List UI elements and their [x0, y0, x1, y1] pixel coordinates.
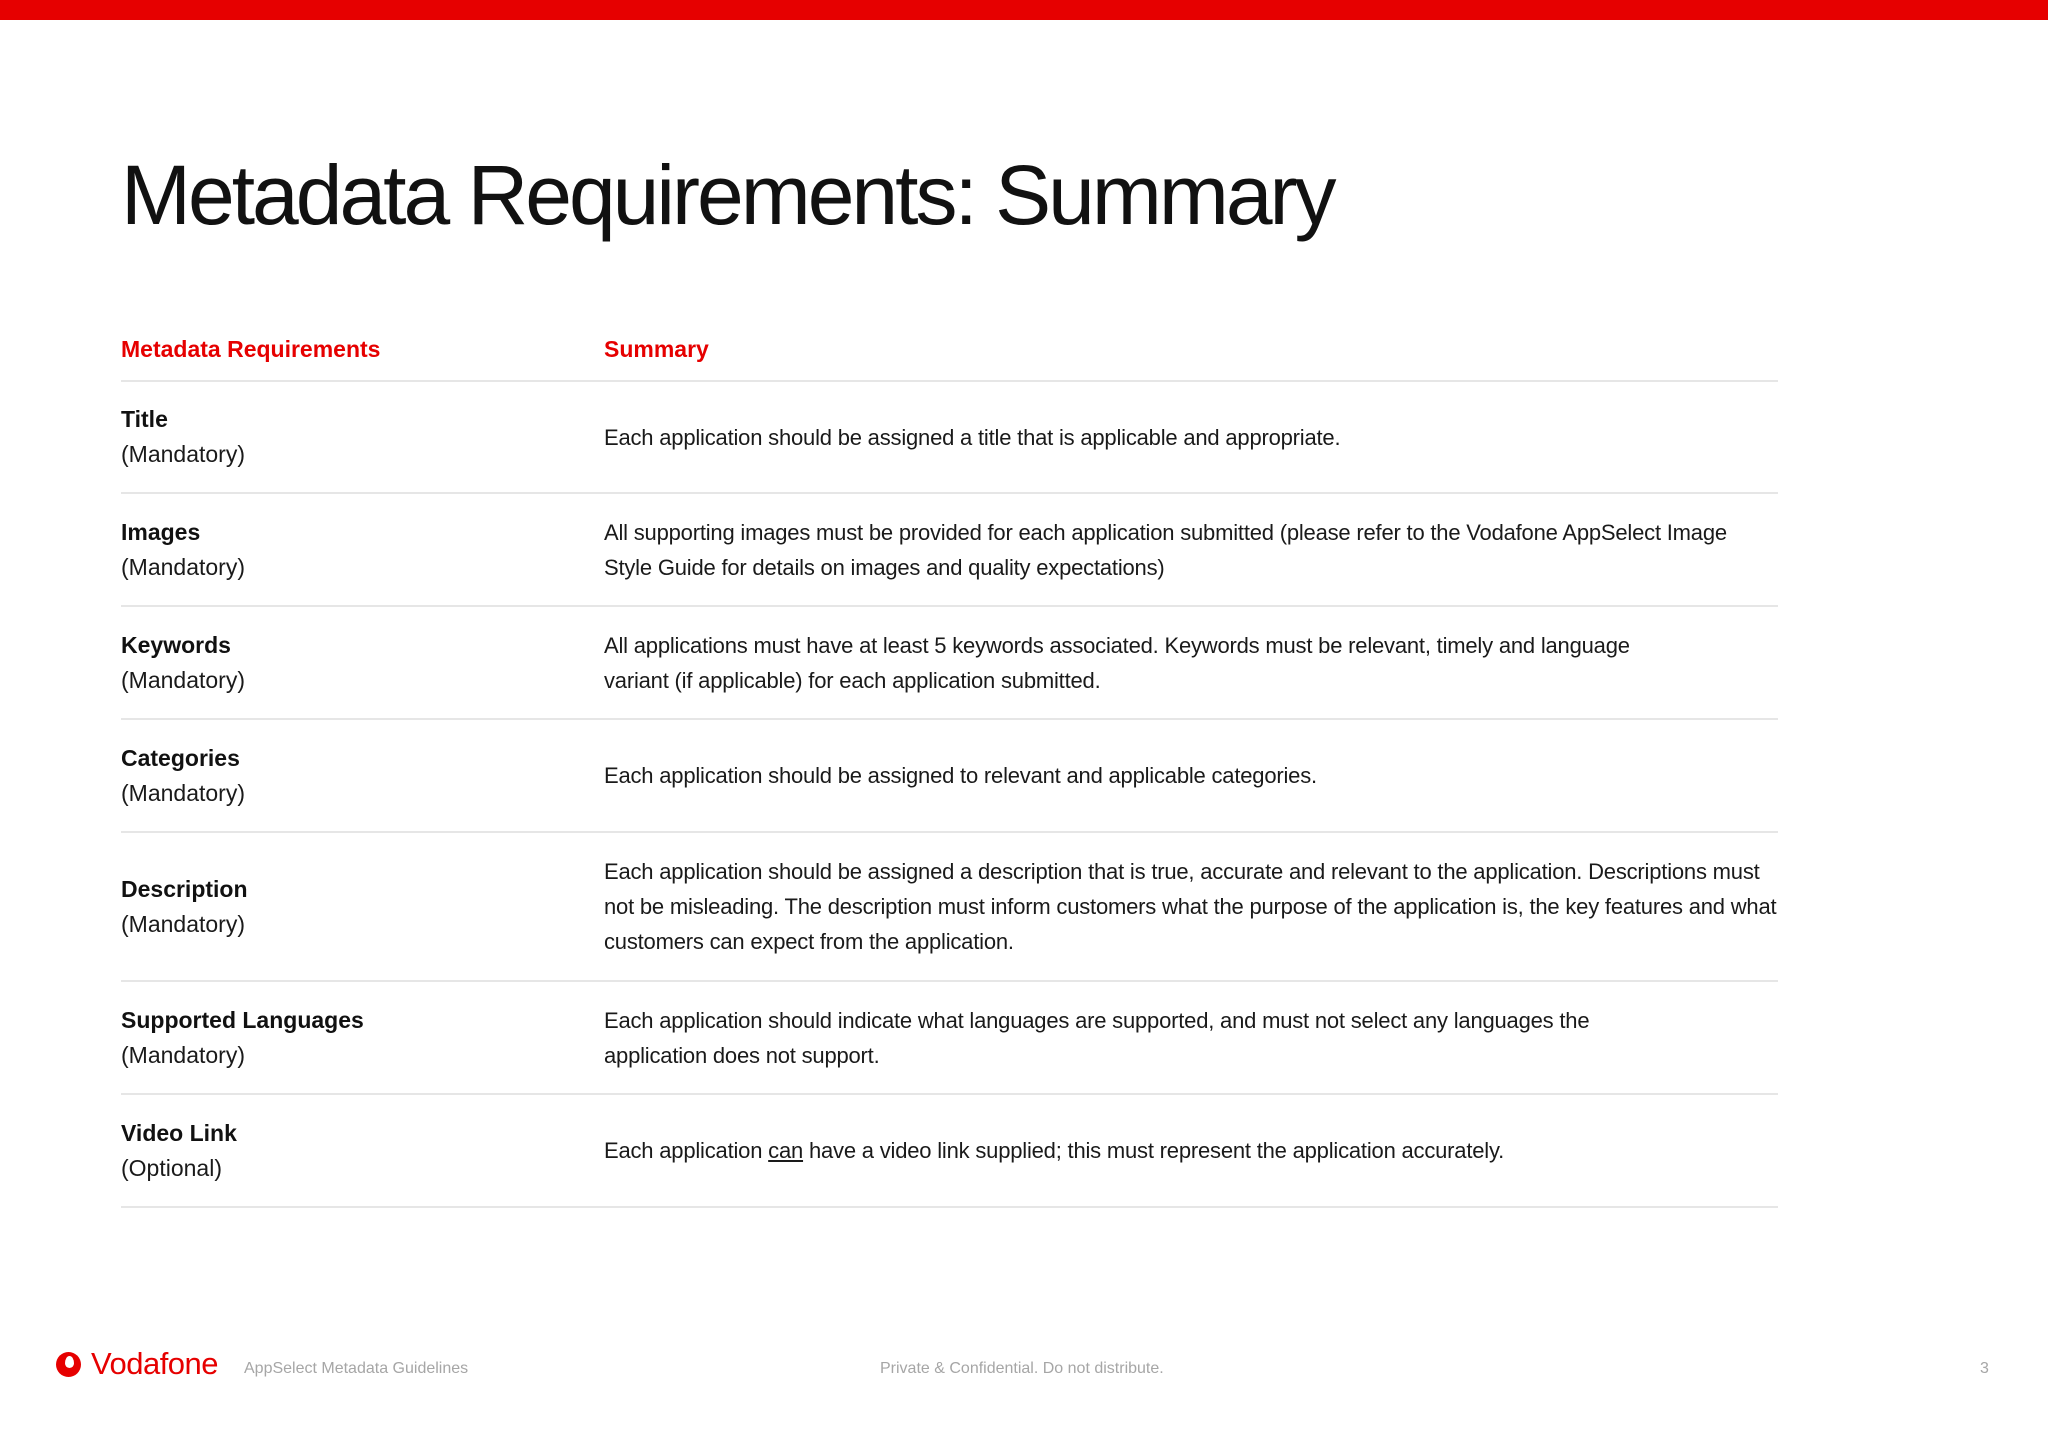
requirement-name: Keywords: [121, 631, 231, 658]
table-row-video-link: [121, 1095, 1778, 1208]
requirements-table: [121, 318, 1778, 1208]
brand-name: Vodafone: [91, 1346, 219, 1381]
header-summary: Summary: [604, 335, 709, 362]
requirement-cell: [121, 402, 604, 472]
summary-cell: All applications must have at least 5 keywords associated. Keywords must be relevant, timely and language variant (if applicable) for each application submitted.: [604, 632, 1630, 693]
requirement-name: Images: [121, 518, 201, 545]
requirement-name: Supported Languages: [121, 1006, 364, 1033]
summary-cell: All supporting images must be provided for each application submitted (please refer to the Vodafone AppSelect Image Style Guide for details on images and quality expectations): [604, 519, 1727, 580]
requirement-name: Title: [121, 406, 168, 432]
requirement-status: (Mandatory): [121, 1041, 245, 1068]
footer-confidentiality: Private & Confidential. Do not distribute.: [880, 1360, 1164, 1377]
summary-cell: Each application should be assigned a title that is applicable and appropriate.: [604, 424, 1341, 450]
requirement-status: (Mandatory): [121, 441, 245, 467]
requirement-status: (Mandatory): [121, 553, 245, 580]
requirement-cell: [121, 628, 604, 698]
table-row-supported-languages: [121, 982, 1778, 1095]
requirement-status: (Mandatory): [121, 779, 245, 806]
requirement-cell: [121, 1116, 604, 1186]
summary-cell: [604, 1133, 1778, 1168]
requirement-status: (Mandatory): [121, 666, 245, 693]
page-title: Metadata Requirements: Summary: [121, 148, 1334, 242]
header-requirements: Metadata Requirements: [121, 335, 381, 362]
requirement-name: Description: [121, 875, 248, 902]
vodafone-logo: [56, 1346, 218, 1382]
vodafone-speechmark-icon: [56, 1352, 81, 1377]
footer-document-name: AppSelect Metadata Guidelines: [244, 1360, 469, 1377]
requirement-name: Categories: [121, 744, 240, 771]
summary-cell: Each application should be assigned a description that is true, accurate and relevant to the application. Descriptions must not be misleading. The description must inform customers what the purpose of the application is, the key features and what customers can expect from the application.: [604, 859, 1777, 954]
table-row-images: [121, 494, 1778, 607]
summary-cell: Each application should be assigned to relevant and applicable categories.: [604, 763, 1317, 788]
summary-text-after: have a video link supplied; this must represent the application accurately.: [803, 1138, 1505, 1163]
table-row-categories: [121, 720, 1778, 833]
table-row-title: [121, 382, 1778, 494]
requirement-name: Video Link: [121, 1119, 237, 1146]
requirement-cell: [121, 515, 604, 585]
table-row-keywords: [121, 607, 1778, 720]
requirement-status: (Optional): [121, 1154, 222, 1181]
table-row-description: [121, 833, 1778, 982]
summary-text-before: Each application: [604, 1138, 769, 1163]
summary-cell: Each application should indicate what languages are supported, and must not select any languages the application does not support.: [604, 1007, 1590, 1068]
page-number: 3: [1980, 1360, 1989, 1377]
requirement-cell: [121, 872, 604, 942]
requirement-status: (Mandatory): [121, 910, 245, 937]
requirement-cell: [121, 1003, 604, 1073]
summary-emphasis: can: [768, 1138, 804, 1163]
requirement-cell: [121, 741, 604, 811]
top-accent-bar: [0, 0, 2048, 20]
table-header: [121, 318, 1778, 382]
